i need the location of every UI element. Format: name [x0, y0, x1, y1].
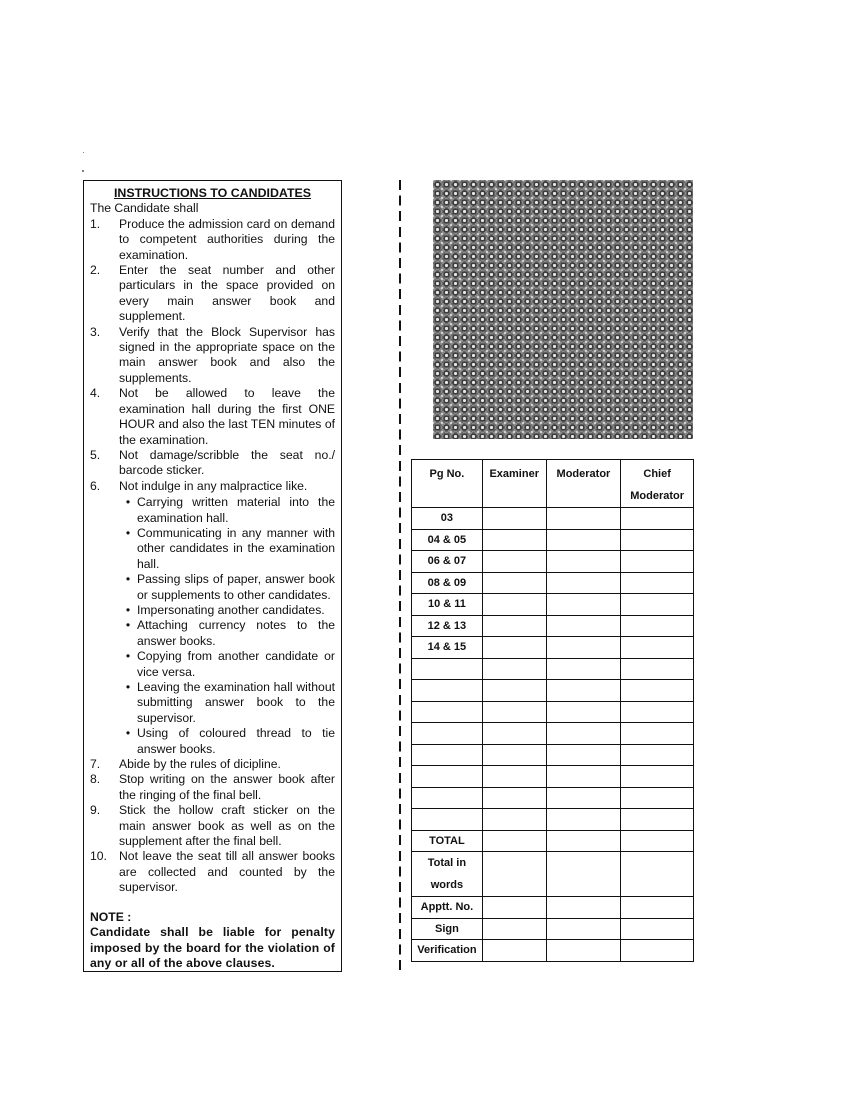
chief-moderator-cell [621, 897, 694, 919]
total-words-row [412, 852, 694, 897]
chief-moderator-cell [621, 918, 694, 940]
bullet-icon: • [125, 618, 131, 633]
pg-no-cell: 12 & 13 [412, 615, 483, 637]
moderator-cell [546, 572, 621, 594]
examiner-cell [482, 897, 546, 919]
moderator-cell [546, 551, 621, 573]
instruction-item: 6. Not indulge in any malpractice like. • Carrying written material into the examination hall. • Communicating in any manner with other candidates in the examination hall. • Passing slips of paper, answer book or supplements to other candidates. • Impersonating another candidates. • Attaching currency notes to the answer books. • Copying from another candidate or vice versa. • Leaving the examination hall without submitting answer book to the supervisor. • Using of coloured thread to tie answer books. [90, 478, 335, 756]
moderator-cell [546, 897, 621, 919]
bullet-icon: • [125, 572, 131, 587]
note-title: NOTE : [90, 909, 132, 924]
chief-moderator-cell [621, 658, 694, 680]
table-row [412, 551, 694, 573]
pg-no-cell: 06 & 07 [412, 551, 483, 573]
instruction-item: 4. Not be allowed to leave the examination hall during the first ONE HOUR and also the last TEN minutes of the examination. [90, 386, 335, 447]
verification-row [412, 940, 694, 962]
examiner-cell [482, 551, 546, 573]
chief-moderator-cell [621, 508, 694, 530]
moderator-cell [546, 940, 621, 962]
moderator-cell [546, 680, 621, 702]
chief-moderator-cell [621, 940, 694, 962]
moderator-cell [546, 723, 621, 745]
moderator-cell [546, 809, 621, 831]
examiner-cell [482, 723, 546, 745]
chief-moderator-cell [621, 572, 694, 594]
instruction-item: 8. Stop writing on the answer book after the ringing of the final bell. [90, 772, 335, 802]
malpractice-item: • Attaching currency notes to the answer books. [119, 618, 335, 649]
pg-no-cell [412, 658, 483, 680]
instructions-intro: The Candidate shall [90, 201, 199, 216]
pg-no-cell: 08 & 09 [412, 572, 483, 594]
chief-moderator-cell [621, 615, 694, 637]
pg-no-cell: 14 & 15 [412, 637, 483, 659]
malpractice-item: • Impersonating another candidates. [119, 603, 335, 618]
chief-moderator-cell [621, 594, 694, 616]
total-label: TOTAL [412, 830, 483, 852]
scan-speck [83, 152, 84, 153]
moderator-cell [546, 787, 621, 809]
moderator-cell [546, 766, 621, 788]
note-text: Candidate shall be liable for penalty imposed by the board for the violation of any or all of the above clauses. [90, 925, 335, 970]
examiner-cell [482, 787, 546, 809]
examiner-cell [482, 918, 546, 940]
moderator-cell [546, 529, 621, 551]
bullet-icon: • [125, 495, 131, 510]
moderator-cell [546, 615, 621, 637]
examiner-cell [482, 809, 546, 831]
table-row [412, 701, 694, 723]
pg-no-cell [412, 766, 483, 788]
moderator-cell [546, 658, 621, 680]
bullet-icon: • [125, 680, 131, 694]
moderator-cell [546, 918, 621, 940]
chief-moderator-cell [621, 529, 694, 551]
moderator-cell [546, 508, 621, 530]
examiner-cell [482, 701, 546, 723]
header-moderator: Moderator [546, 460, 621, 508]
instructions-list [90, 217, 335, 896]
moderator-cell [546, 744, 621, 766]
total-words-label: Total in words [412, 852, 483, 897]
malpractice-item: • Carrying written material into the examination hall. [119, 495, 335, 526]
instruction-item: 5. Not damage/scribble the seat no./ barcode sticker. [90, 447, 335, 478]
examiner-cell [482, 637, 546, 659]
examiner-cell [482, 572, 546, 594]
instruction-item: 10. Not leave the seat till all answer books are collected and counted by the supervisor. [90, 849, 335, 895]
moderator-cell [546, 852, 621, 897]
appt-no-label: Apptt. No. [412, 897, 483, 919]
chief-moderator-cell [621, 852, 694, 897]
examiner-cell [482, 940, 546, 962]
instruction-item: 2. Enter the seat number and other particulars in the space provided on every main answer book and supplement. [90, 263, 335, 324]
header-pg-no: Pg No. [412, 460, 483, 508]
malpractice-item: • Leaving the examination hall without submitting answer book to the supervisor. [119, 680, 335, 726]
table-row [412, 680, 694, 702]
bullet-icon: • [125, 726, 131, 741]
moderator-cell [546, 637, 621, 659]
examiner-cell [482, 529, 546, 551]
pg-no-cell [412, 787, 483, 809]
pg-no-cell [412, 680, 483, 702]
pg-no-cell: 04 & 05 [412, 529, 483, 551]
pg-no-cell [412, 809, 483, 831]
malpractice-item: • Copying from another candidate or vice versa. [119, 649, 335, 680]
bullet-icon: • [125, 602, 131, 617]
examiner-cell [482, 766, 546, 788]
examiner-cell [482, 830, 546, 852]
table-row [412, 529, 694, 551]
table-header-row [412, 460, 694, 508]
examiner-cell [482, 594, 546, 616]
chief-moderator-cell [621, 787, 694, 809]
table-row [412, 809, 694, 831]
pg-no-cell: 10 & 11 [412, 594, 483, 616]
appt-no-row [412, 897, 694, 919]
instruction-item: 1. Produce the admission card on demand to competent authorities during the examination. [90, 216, 335, 262]
chief-moderator-cell [621, 680, 694, 702]
table-row [412, 572, 694, 594]
examiner-cell [482, 744, 546, 766]
examiner-cell [482, 658, 546, 680]
table-row [412, 787, 694, 809]
examiner-cell [482, 852, 546, 897]
malpractice-item: • Communicating in any manner with other candidates in the examination hall. [119, 526, 335, 572]
malpractice-item: • Using of coloured thread to tie answer books. [119, 726, 335, 757]
sign-row [412, 918, 694, 940]
chief-moderator-cell [621, 551, 694, 573]
table-row [412, 594, 694, 616]
chief-moderator-cell [621, 809, 694, 831]
instruction-item: 3. Verify that the Block Supervisor has signed in the appropriate space on the main answer book and also the supplements. [90, 324, 335, 385]
instructions-panel [83, 180, 342, 972]
table-row [412, 766, 694, 788]
chief-moderator-cell [621, 766, 694, 788]
sign-label: Sign [412, 918, 483, 940]
marks-table [411, 459, 694, 962]
pg-no-cell [412, 744, 483, 766]
table-row [412, 744, 694, 766]
malpractice-list [119, 495, 335, 757]
chief-moderator-cell [621, 637, 694, 659]
chief-moderator-cell [621, 830, 694, 852]
pg-no-cell: 03 [412, 508, 483, 530]
pg-no-cell [412, 701, 483, 723]
moderator-cell [546, 701, 621, 723]
instruction-item: 9. Stick the hollow craft sticker on the main answer book as well as on the supplement after the final bell. [90, 803, 335, 849]
header-examiner: Examiner [482, 460, 546, 508]
header-chief-moderator: Chief Moderator [621, 460, 694, 508]
moderator-cell [546, 830, 621, 852]
chief-moderator-cell [621, 744, 694, 766]
verification-label: Verification [412, 940, 483, 962]
chief-moderator-cell [621, 723, 694, 745]
scan-speck [82, 170, 84, 172]
table-row [412, 508, 694, 530]
examiner-cell [482, 680, 546, 702]
examiner-cell [482, 615, 546, 637]
table-row [412, 658, 694, 680]
moderator-cell [546, 594, 621, 616]
instruction-item: 7. Abide by the rules of dicipline. [90, 757, 281, 772]
total-row [412, 830, 694, 852]
bullet-icon: • [125, 525, 131, 540]
pg-no-cell [412, 723, 483, 745]
table-row [412, 637, 694, 659]
security-pattern-area [433, 180, 693, 439]
table-row [412, 615, 694, 637]
table-row [412, 723, 694, 745]
perforation-line [399, 180, 401, 972]
instructions-title: INSTRUCTIONS TO CANDIDATES [113, 186, 312, 200]
malpractice-item: • Passing slips of paper, answer book or supplements to other candidates. [119, 572, 335, 603]
chief-moderator-cell [621, 701, 694, 723]
examiner-cell [482, 508, 546, 530]
bullet-icon: • [125, 649, 131, 664]
